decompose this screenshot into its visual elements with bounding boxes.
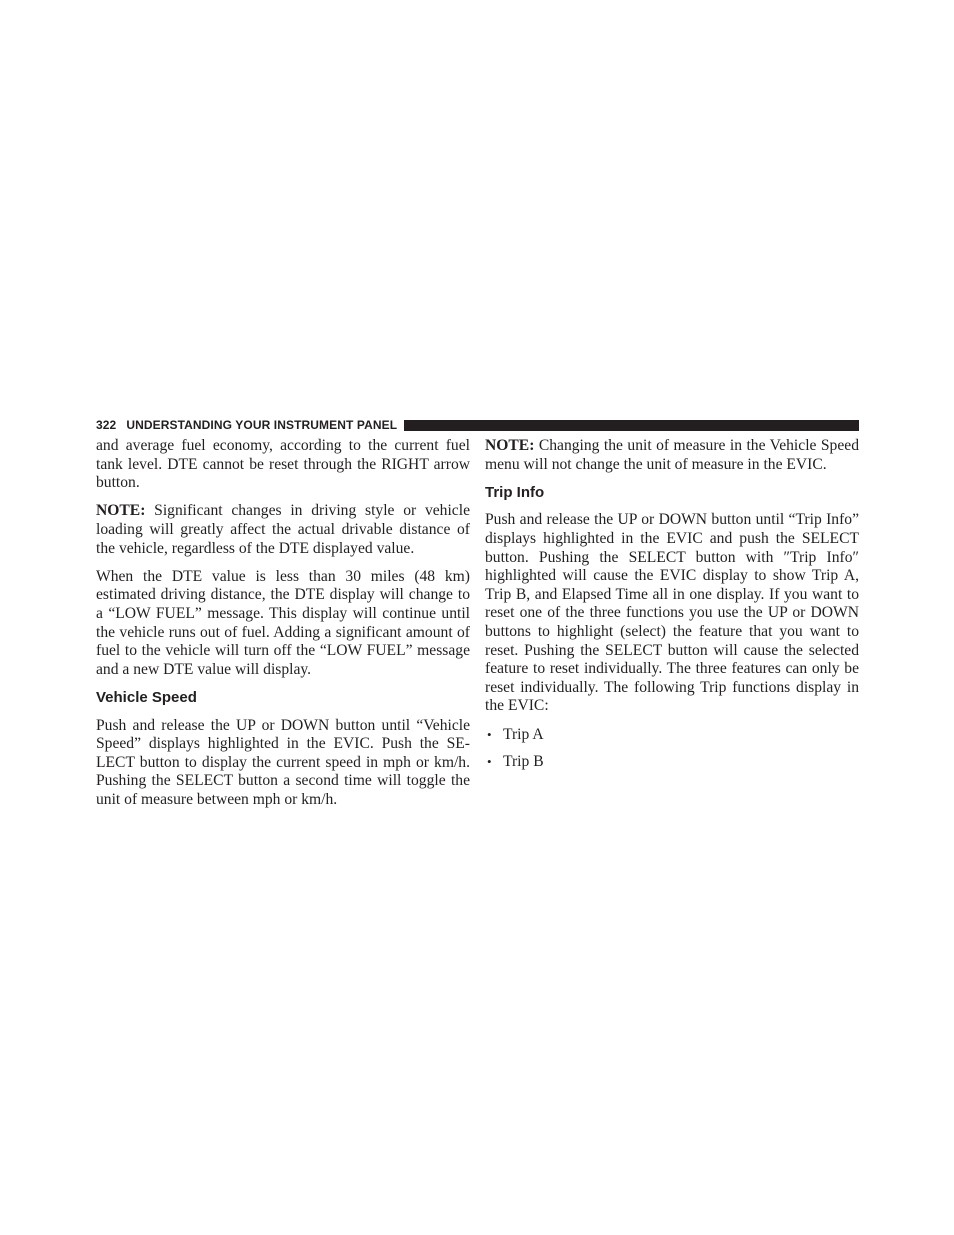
heading-trip-info: Trip Info	[485, 483, 545, 501]
note-driving-style	[96, 502, 470, 558]
dte-continued-paragraph: and average fuel economy, according to the current fuel tank level. DTE cannot be reset through the RIGHT arrow button.	[96, 437, 470, 492]
note-text: Significant changes in driving style or vehicle loading will greatly affect the actual drivable distance of the vehicle, regardless of the DTE displayed value.	[96, 502, 470, 557]
section-title: UNDERSTANDING YOUR INSTRUMENT PANEL	[126, 418, 398, 432]
vehicle-speed-paragraph: Push and release the UP or DOWN button until “Vehicle Speed” displays highlighted in the EVIC. Push the SELECT button to display the current speed in mph or km/h. Pushing the SELECT button a second time will toggle the unit of measure between mph or km/h.	[96, 716, 470, 808]
list-item-text: Trip B	[503, 753, 544, 771]
low-fuel-paragraph: When the DTE value is less than 30 miles (48 km) estimated driving distance, the DTE display will change to a “LOW FUEL” message. This display will continue until the vehicle runs out of fuel. Adding a significant amount of fuel to the vehicle will turn off the “LOW FUEL” message and a new DTE value will display.	[96, 567, 470, 678]
note-label: NOTE:	[96, 502, 146, 520]
bullet-icon: •	[487, 754, 492, 770]
note-label: NOTE:	[485, 437, 535, 454]
list-item-text: Trip A	[503, 725, 544, 743]
note-text: Changing the unit of measure in the Vehicle Speed menu will not change the unit of measure in the EVIC.	[485, 437, 859, 473]
list-item	[485, 753, 859, 772]
list-item	[485, 726, 859, 745]
page-number: 322	[96, 418, 117, 432]
trip-info-paragraph: Push and release the UP or DOWN button until “Trip Info” displays highlighted in the EVIC and push the SELECT button. Pushing the SELECT button with ″Trip Info″ highlighted will cause the EVIC display to show Trip A, Trip B, and Elapsed Time all in one display. If you want to reset one of the three functions you use the UP or DOWN buttons to highlight (select) the feature that you want to reset. Pushing the SELECT button will cause the selected feature to reset individually. The three features can only be reset individually. The following Trip functions display in the EVIC:	[485, 511, 859, 715]
right-column	[485, 437, 859, 781]
header-rule	[404, 420, 859, 431]
left-column	[96, 437, 470, 819]
trip-functions-list	[485, 726, 859, 773]
bullet-icon: •	[487, 726, 492, 742]
heading-vehicle-speed: Vehicle Speed	[96, 688, 197, 706]
page-header	[96, 417, 859, 433]
note-unit-measure	[485, 437, 859, 474]
